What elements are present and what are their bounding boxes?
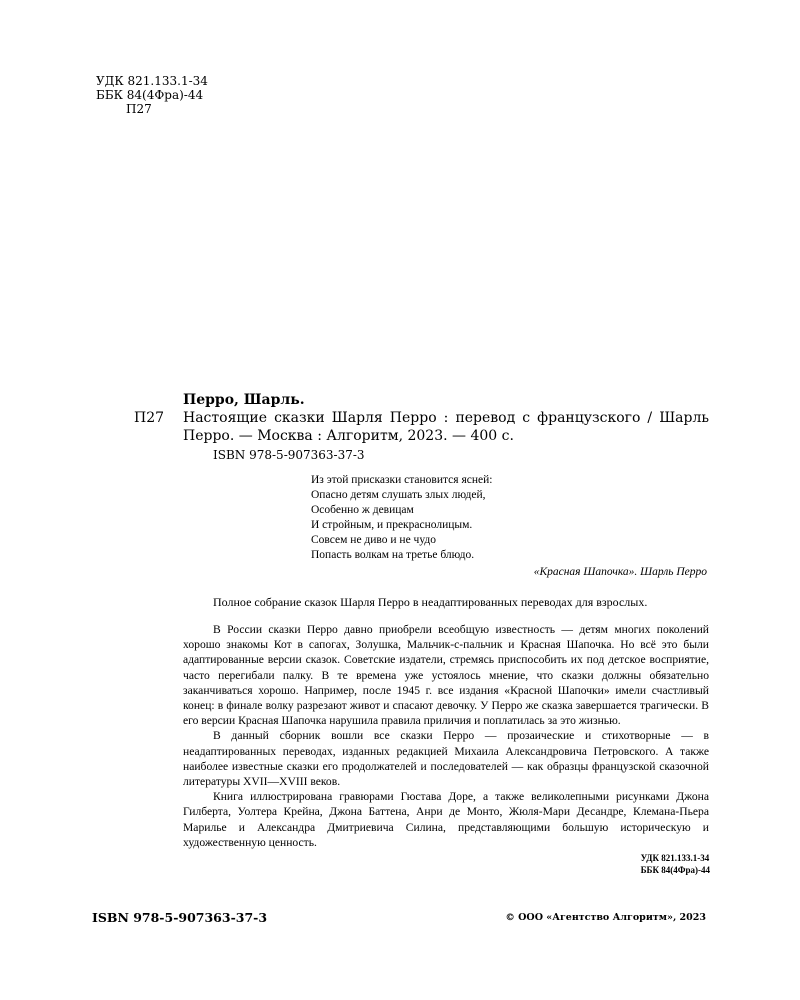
epigraph-line: Из этой присказки становится ясней: — [311, 474, 493, 486]
isbn-line: ISBN 978-5-907363-37-3 — [213, 448, 365, 462]
epigraph-source: «Красная Шапочка». Шарль Перро — [533, 566, 707, 578]
classification-codes — [96, 74, 208, 116]
footer-copyright: © ООО «Агентство Алгоритм», 2023 — [505, 912, 706, 923]
udk-code: УДК 821.133.1-34 — [96, 74, 208, 88]
epigraph — [311, 473, 492, 563]
cutter-code: П27 — [126, 102, 152, 116]
cutter-mark: П27 — [134, 410, 165, 426]
bottom-bbk: ББК 84(4Фра)-44 — [640, 865, 710, 875]
author-heading: Перро, Шарль. — [183, 392, 305, 408]
epigraph-line: Опасно детям слушать злых людей, — [311, 489, 486, 501]
epigraph-line: Совсем не диво и не чудо — [311, 534, 436, 546]
epigraph-line: Попасть волкам на третье блюдо. — [311, 549, 475, 561]
bibliographic-description: Настоящие сказки Шарля Перро : перевод с французского / Шарль Перро. — Москва : Алгоритм, 2023. — 400 с. — [183, 410, 709, 444]
epigraph-line: И стройным, и прекраснолицым. — [311, 519, 473, 531]
annotation: Полное собрание сказок Шарля Перро в неадаптированных переводах для взрослых. — [213, 595, 648, 609]
body-paragraph: Книга иллюстрирована гравюрами Гюстава Доре, а также великолепными рисунками Джона Гилберта, Уолтера Крейна, Джона Баттена, Анри де Монто, Жюля-Мари Десандре, Клемана-Пьера Марилье и Александра Дмитриевича Силина, представляющими большую историческую и художественную ценность. — [183, 790, 709, 849]
bbk-code: ББК 84(4Фра)-44 — [96, 88, 204, 102]
epigraph-line: Особенно ж девицам — [311, 504, 414, 516]
body-paragraph: В России сказки Перро давно приобрели всеобщую известность — детям многих поколений хорошо знакомы Кот в сапогах, Золушка, Мальчик-с-пальчик и Красная Шапочка. Но всё это были адаптированные версии сказок. Советские издатели, стремясь приспособить их под детское восприятие, часто перегибали палку. В те времена уже устоялось мнение, что сказки должны обязательно заканчиваться хорошо. Например, после 1945 г. все издания «Красной Шапочки» имели счастливый конец: в финале волку разрезают живот и спасают девочку. У Перро же сказка завершается трагически. В его версии Красная Шапочка нарушила правила приличия и поплатилась за это жизнью. — [183, 623, 709, 728]
body-paragraph: В данный сборник вошли все сказки Перро — прозаические и стихотворные — в неадаптированных переводах, изданных редакцией Михаила Александровича Петровского. А также наиболее известные сказки его продолжателей и последователей — как образцы французской сказочной литературы XVII—XVIII веков. — [183, 729, 709, 789]
footer-isbn: ISBN 978-5-907363-37-3 — [92, 910, 268, 925]
bottom-codes — [641, 852, 710, 876]
body-text — [183, 622, 709, 850]
bottom-udk: УДК 821.133.1-34 — [640, 853, 710, 863]
